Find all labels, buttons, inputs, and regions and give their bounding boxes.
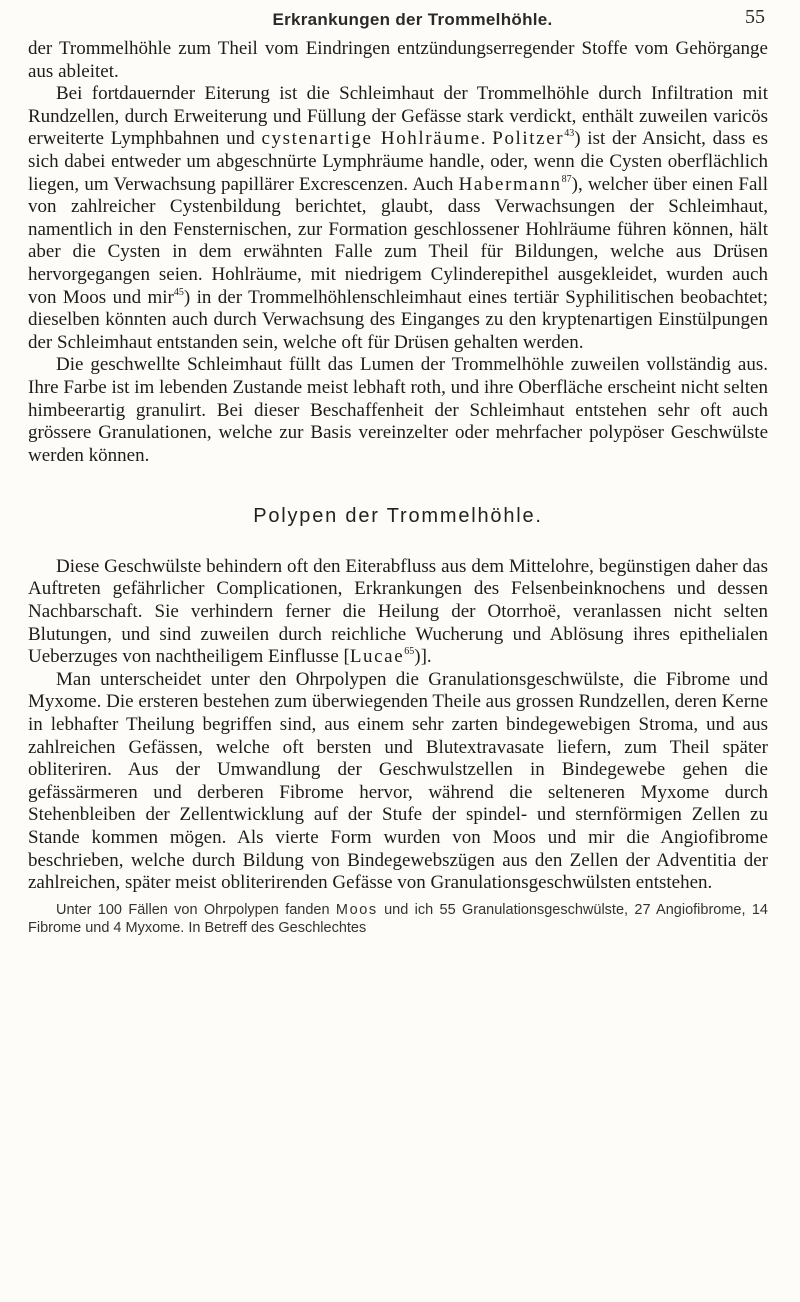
- text-run: )].: [414, 646, 432, 668]
- text-run: Diese Geschwülste behindern oft den Eiterabfluss aus dem Mittelohre, begünstigen daher das Auftreten gefährlicher Complicationen, Erkrankungen des Felsenbeinknochens und dessen Nachbarschaft. Sie verhindern ferner die Heilung der Otorrhoë, veranlassen nicht selten Blutungen, und sind zuweilen durch reichliche Wucherung und Ablösung ihres epithelialen Ueberzuges von nachtheiligem Einflusse [: [28, 555, 768, 668]
- author-name: Habermann: [458, 173, 562, 195]
- author-name: Moos: [335, 901, 378, 918]
- paragraph-cysts: [28, 83, 768, 354]
- text-run: Unter 100 Fällen von Ohrpolypen fanden: [56, 901, 336, 918]
- text-run: und ich 55 Granulationsgeschwülste, 27 Angiofibrome, 14 Fibrome und 4 Myxome. In Betreff des Geschlechtes: [28, 901, 768, 936]
- paragraph-polyp-types: [28, 669, 768, 895]
- paragraph-text: Man unterscheidet unter den Ohrpolypen die Granulationsgeschwülste, die Fibrome und Myxome. Die ersteren bestehen zum überwiegenden Theile aus grossen Rundzellen, deren Kerne in lebhafter Theilung begriffen sind, aus einem sehr zarten bindegewebigen Stroma, und aus zahlreichen Gefässen, welche oft bersten und Blutextravasate liefern, zum Theil später obliteriren. Aus der Umwandlung der Geschwulstzellen in Bindegewebe gehen die gefässärmeren und derberen Fibrome hervor, während die selteneren Myxome durch Stehenbleiben der Zellentwicklung auf der Stufe der spindel- und sternförmigen Zellen zu Stande kommen mögen. Als vierte Form wurden von Moos und mir die Angiofibrome beschrieben, welche durch Bildung von Bindegewebszügen aus den Zellen der Adventitia der zahlreichen, später meist obliterirenden Gefässe von Granulationsgeschwülsten entstehen.: [28, 668, 768, 894]
- text-run: ) ist der Ansicht, dass es sich dabei entweder um abgeschnürte Lymphräume handle, oder, wenn die Cysten oberflächlich liegen, um Verwachsung papillärer Excrescenzen. Auch: [28, 128, 768, 195]
- text-run: .: [480, 128, 493, 150]
- author-name: Politzer: [492, 128, 565, 150]
- reference-marker: 43: [564, 128, 575, 140]
- reference-marker: 65: [404, 646, 415, 658]
- body-text: [28, 38, 768, 937]
- running-head: Erkrankungen der Trommelhöhle.: [272, 10, 553, 29]
- page-number: 55: [745, 6, 765, 28]
- text-run: ) in der Trommelhöhlenschleimhaut eines tertiär Syphilitischen beobachtet; dieselben könnten auch durch Verwachsung des Einganges zu den kryptenartigen Einstülpungen der Schleimhaut entstanden sein, welche oft für Drüsen gehalten werden.: [28, 286, 768, 353]
- reference-marker: 87: [561, 173, 572, 185]
- reference-marker: 45: [173, 286, 184, 298]
- paragraph-text: Die geschwellte Schleimhaut füllt das Lumen der Trommelhöhle zuweilen vollständig aus. Ihre Farbe ist im lebenden Zustande meist lebhaft roth, und ihre Oberfläche erscheint nicht selten himbeerartig granulirt. Bei dieser Beschaffenheit der Schleimhaut entstehen sehr oft auch grössere Granulationen, welche zur Basis vereinzelter oder mehrfacher polypöser Geschwülste werden können.: [28, 354, 768, 466]
- paragraph-text: der Trommelhöhle zum Theil vom Eindringen entzündungserregender Stoffe vom Gehörgange aus ableitet.: [28, 38, 768, 82]
- section-title: Polypen der Trommelhöhle.: [253, 505, 543, 528]
- page-header: [60, 4, 765, 32]
- text-run: Bei fortdauernder Eiterung ist die Schleimhaut der Trommelhöhle durch Infiltration mit Rundzellen, durch Erweiterung und Füllung der Gefässe stark verdickt, enthält zuweilen varicös erweiterte Lymphbahnen und: [28, 83, 768, 150]
- footnote: [28, 901, 768, 937]
- paragraph-complications: [28, 556, 768, 669]
- spaced-term: cystenartige Hohlräume: [261, 128, 481, 150]
- text-run: ), welcher über einen Fall von zahlreicher Cystenbildung berichtet, glaubt, dass Verwachsungen der Schleimhaut, namentlich in den Fensternischen, zur Formation geschlossener Hohlräume führen können, hält aber die Cysten in dem erwähnten Falle zum Theil für Bildungen, welche aus Drüsen hervorgegangen seien. Hohlräume, mit niedrigem Cylinderepithel ausgekleidet, wurden auch von Moos und mir: [28, 173, 768, 308]
- paragraph-continuation: [28, 38, 768, 83]
- paragraph-swelling: [28, 354, 768, 467]
- author-name: Lucae: [349, 646, 405, 668]
